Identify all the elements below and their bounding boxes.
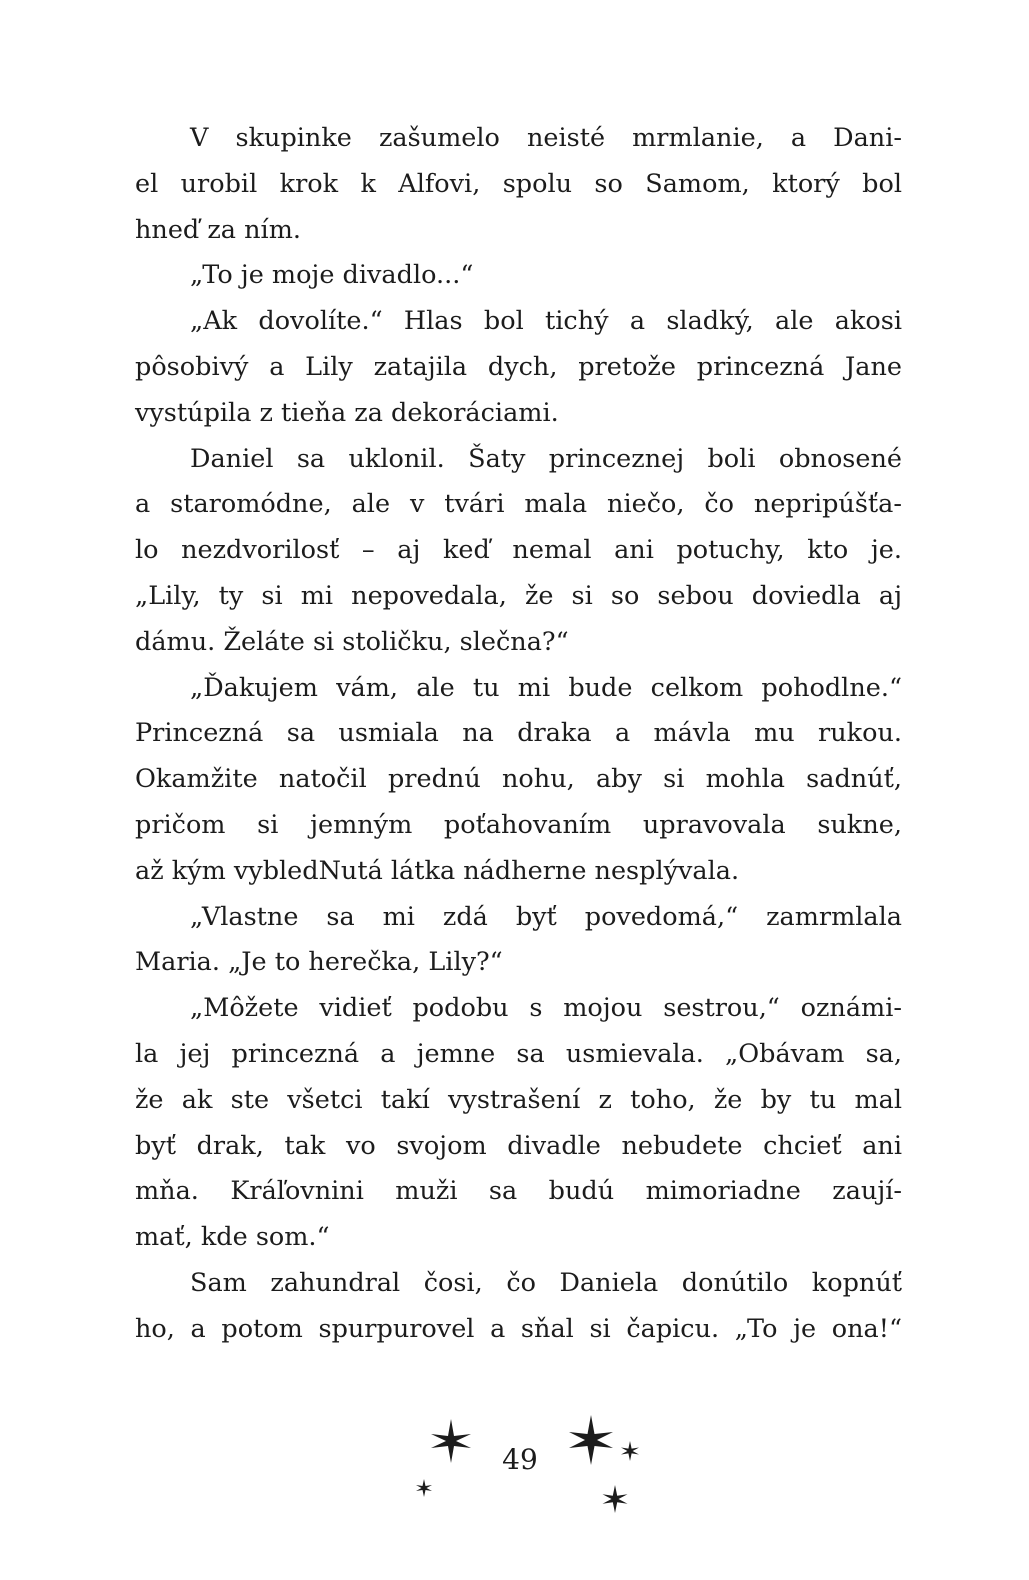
text-line: a staromódne, ale v tvári mala niečo, čo nepripúšťa- — [135, 489, 902, 520]
large-star-icon-left — [428, 1418, 474, 1464]
text-line: V skupinke zašumelo neisté mrmlanie, a Dani- — [190, 123, 902, 153]
text-line: mať, kde som.“ — [135, 1222, 330, 1253]
text-line: mňa. Kráľovnini muži sa budú mimoriadne zaují- — [135, 1176, 902, 1207]
text-line: el urobil krok k Alfovi, spolu so Samom, ktorý bol — [135, 168, 902, 199]
text-line: „Ak dovolíte.“ Hlas bol tichý a sladký, ale akosi — [190, 306, 902, 337]
text-line: Daniel sa uklonil. Šaty princeznej boli obnosené — [190, 443, 902, 474]
page-body-text — [135, 116, 902, 1353]
text-line: Maria. „Je to herečka, Lily?“ — [135, 947, 503, 978]
large-star-icon-right — [565, 1414, 617, 1466]
text-line: Princezná sa usmiala na draka a mávla mu rukou. — [135, 718, 902, 749]
text-line: ho, a potom spurpurovel a sňal si čapicu. „To je ona!“ — [135, 1313, 902, 1344]
text-line: pričom si jemným poťahovaním upravovala sukne, — [135, 809, 902, 840]
text-line: „Lily, ty si mi nepovedala, že si so sebou doviedla aj — [135, 580, 902, 611]
small-star-icon-bottom-left — [414, 1478, 434, 1498]
text-line: pôsobivý a Lily zatajila dych, pretože princezná Jane — [135, 351, 902, 382]
text-line: vystúpila z tieňa za dekoráciami. — [135, 397, 559, 428]
text-line: až kým vybledNutá látka nádherne nesplývala. — [135, 855, 740, 886]
page-number: 49 — [502, 1443, 538, 1476]
text-line: „Ďakujem vám, ale tu mi bude celkom pohodlne.“ — [190, 672, 902, 703]
text-line: dámu. Želáte si stoličku, slečna?“ — [135, 626, 569, 657]
medium-star-icon-bottom-right — [600, 1484, 630, 1514]
page-footer — [0, 1400, 1029, 1550]
text-line: „Vlastne sa mi zdá byť povedomá,“ zamrmlala — [190, 901, 902, 932]
text-line: „Môžete vidieť podobu s mojou sestrou,“ oznámi- — [190, 993, 902, 1024]
text-line: Okamžite natočil prednú nohu, aby si mohla sadnúť, — [135, 764, 902, 795]
text-line: že ak ste všetci takí vystrašení z toho, že by tu mal — [135, 1084, 902, 1115]
text-line: hneď za ním. — [135, 214, 301, 245]
text-line: Sam zahundral čosi, čo Daniela donútilo kopnúť — [190, 1267, 902, 1298]
small-star-icon-right — [619, 1440, 641, 1462]
text-line: byť drak, tak vo svojom divadle nebudete chcieť ani — [135, 1130, 902, 1161]
text-line: lo nezdvorilosť – aj keď nemal ani potuchy, kto je. — [135, 535, 902, 566]
text-line: „To je moje divadlo...“ — [190, 260, 474, 291]
text-line: la jej princezná a jemne sa usmievala. „Obávam sa, — [135, 1038, 902, 1069]
